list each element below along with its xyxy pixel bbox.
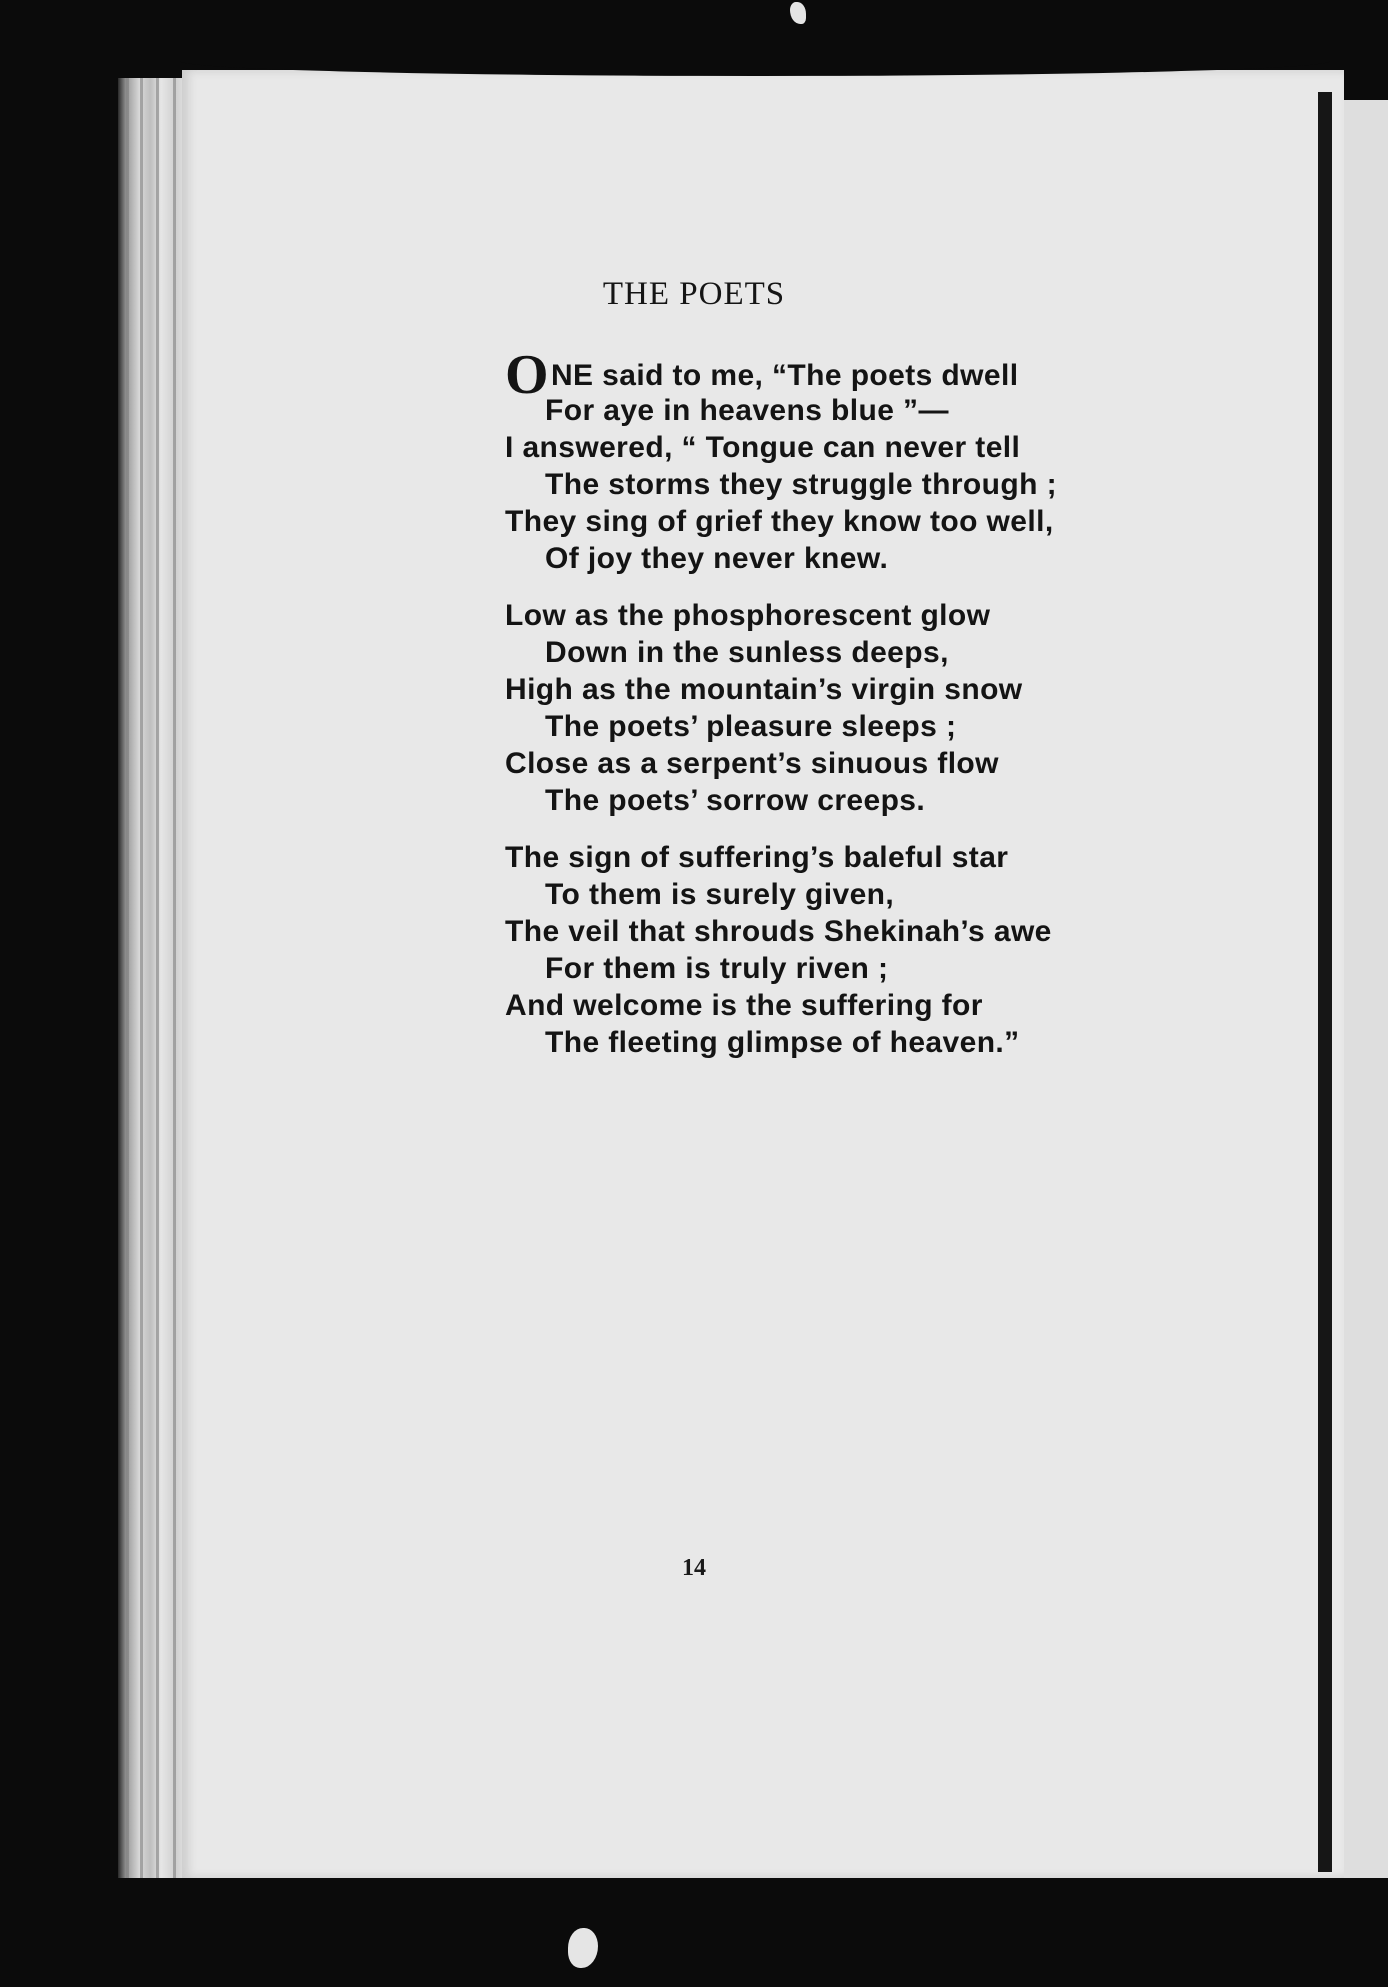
poem-line: The storms they struggle through ; [545, 468, 1057, 501]
poem-line: Of joy they never knew. [545, 542, 889, 575]
poem-line: Down in the sunless deeps, [545, 636, 949, 669]
poem-line: And welcome is the suffering for [505, 989, 983, 1022]
paper-scrap [790, 2, 806, 24]
poem-line: High as the mountain’s virgin snow [505, 673, 1023, 706]
poem-line: The veil that shrouds Shekinah’s awe [505, 915, 1052, 948]
poem-line: They sing of grief they know too well, [505, 505, 1054, 538]
poem-line: Low as the phosphorescent glow [505, 599, 991, 632]
poem-line: For aye in heavens blue ”— [545, 394, 949, 427]
page-number: 14 [682, 1555, 706, 1581]
poem-line: To them is surely given, [545, 878, 895, 911]
poem-line: The poets’ pleasure sleeps ; [545, 710, 957, 743]
book-binding [118, 78, 190, 1878]
poem-line: Close as a serpent’s sinuous flow [505, 747, 999, 780]
poem-body [505, 344, 1205, 1081]
poem-line: For them is truly riven ; [545, 952, 889, 985]
next-page-edge [1340, 100, 1388, 1880]
page-bottom-edge [100, 1878, 1388, 1987]
poem-title: THE POETS [602, 276, 786, 312]
poem-line: ONE said to me, “The poets dwell [505, 344, 1019, 406]
drop-cap: O [505, 344, 549, 406]
stanza [505, 597, 1205, 819]
poem-line: The poets’ sorrow creeps. [545, 784, 926, 817]
poem-line: The fleeting glimpse of heaven.” [545, 1026, 1020, 1059]
stanza [505, 344, 1205, 577]
stanza [505, 839, 1205, 1061]
poem-line: The sign of suffering’s baleful star [505, 841, 1009, 874]
poem-line: I answered, “ Tongue can never tell [505, 431, 1021, 464]
page-gutter-shadow [1318, 92, 1332, 1872]
